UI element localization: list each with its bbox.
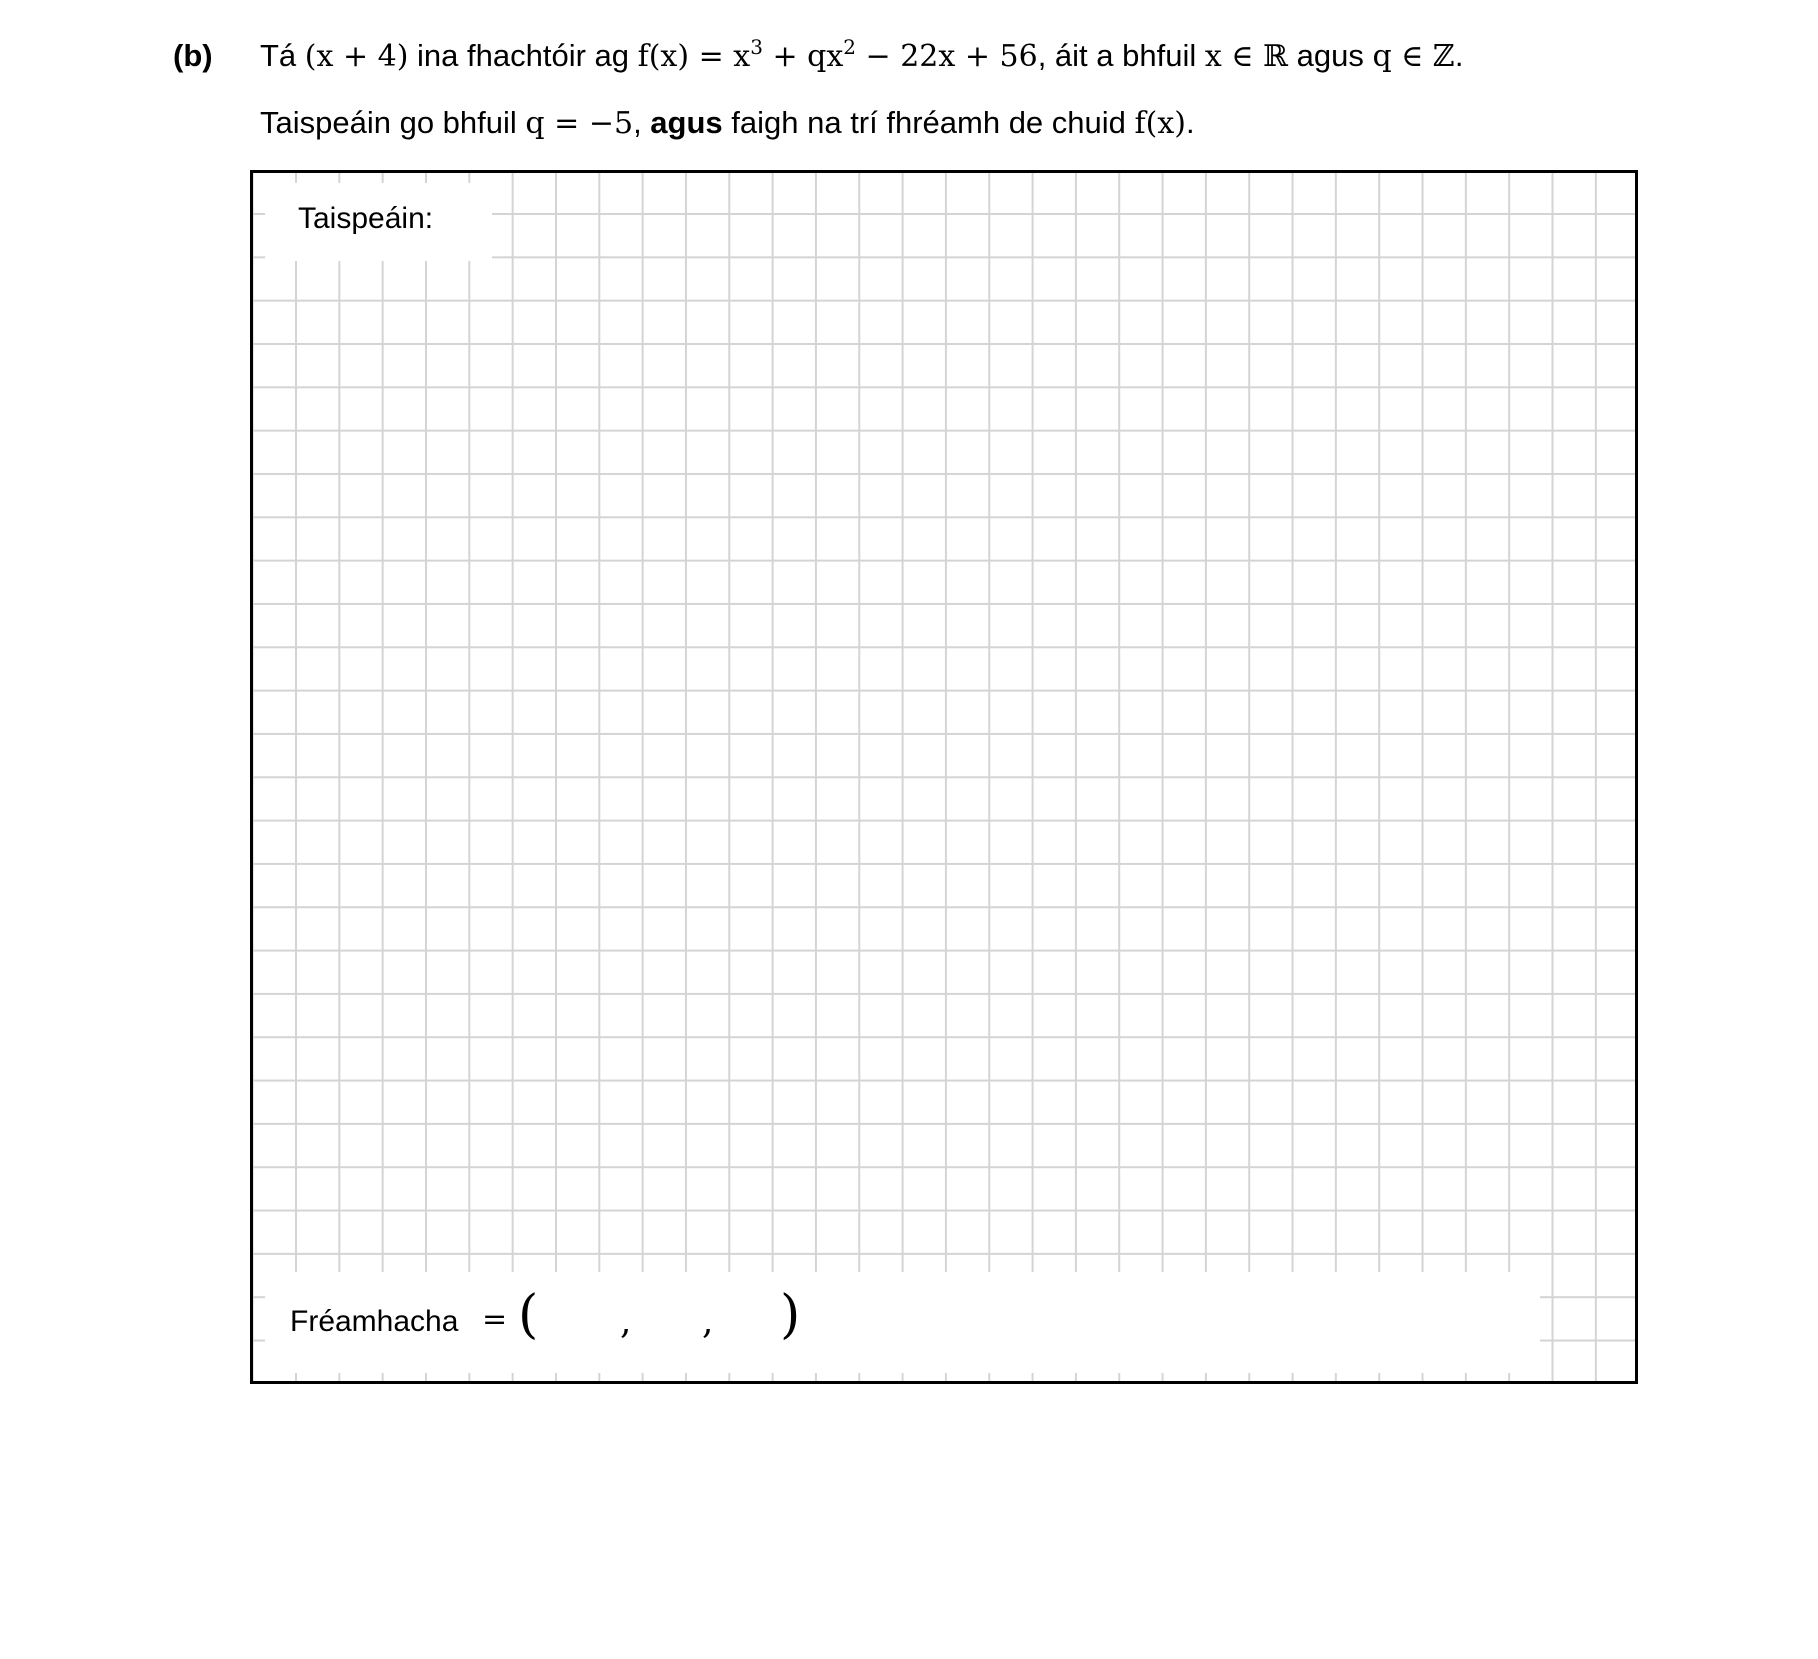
text: . xyxy=(1185,105,1195,140)
question-statement-line-1 xyxy=(260,36,1463,77)
show-label-box xyxy=(265,183,492,261)
math-condition-q: q ∈ ℤ xyxy=(1372,39,1455,74)
answer-grid-area[interactable] xyxy=(250,170,1638,1384)
show-label: Taispeáin: xyxy=(298,202,434,235)
open-paren: ( xyxy=(518,1285,539,1345)
roots-label: Fréamhacha xyxy=(290,1305,459,1338)
comma-1: , xyxy=(620,1301,632,1342)
math-part: − 22x + 56 xyxy=(856,39,1038,74)
math-part: + qx xyxy=(762,39,844,74)
text: , xyxy=(633,105,651,140)
math-factor: (x + 4) xyxy=(304,39,409,74)
text: faigh na trí fhréamh de chuid xyxy=(722,105,1135,140)
close-paren: ) xyxy=(780,1285,801,1345)
math-fx: f(x) xyxy=(1134,106,1186,141)
text: ina fhachtóir ag xyxy=(408,38,638,73)
exponent: 3 xyxy=(750,35,763,59)
equals-sign: = xyxy=(482,1302,508,1337)
roots-answer-box xyxy=(265,1272,1540,1373)
exponent: 2 xyxy=(843,35,856,59)
text: , áit a bhfuil xyxy=(1037,38,1205,73)
math-part: f(x) = x xyxy=(637,39,751,74)
question-part-label: (b) xyxy=(173,38,213,73)
question-statement-line-2 xyxy=(260,103,1195,144)
comma-2: , xyxy=(702,1301,714,1342)
math-function-definition xyxy=(637,35,1038,74)
text: Tá xyxy=(260,38,305,73)
emphasis-text: agus xyxy=(650,105,723,140)
math-condition-x: x ∈ ℝ xyxy=(1204,39,1288,74)
text: agus xyxy=(1287,38,1373,73)
math-q-value: q = −5 xyxy=(525,106,634,141)
text: Taispeáin go bhfuil xyxy=(260,105,526,140)
text: . xyxy=(1454,38,1464,73)
